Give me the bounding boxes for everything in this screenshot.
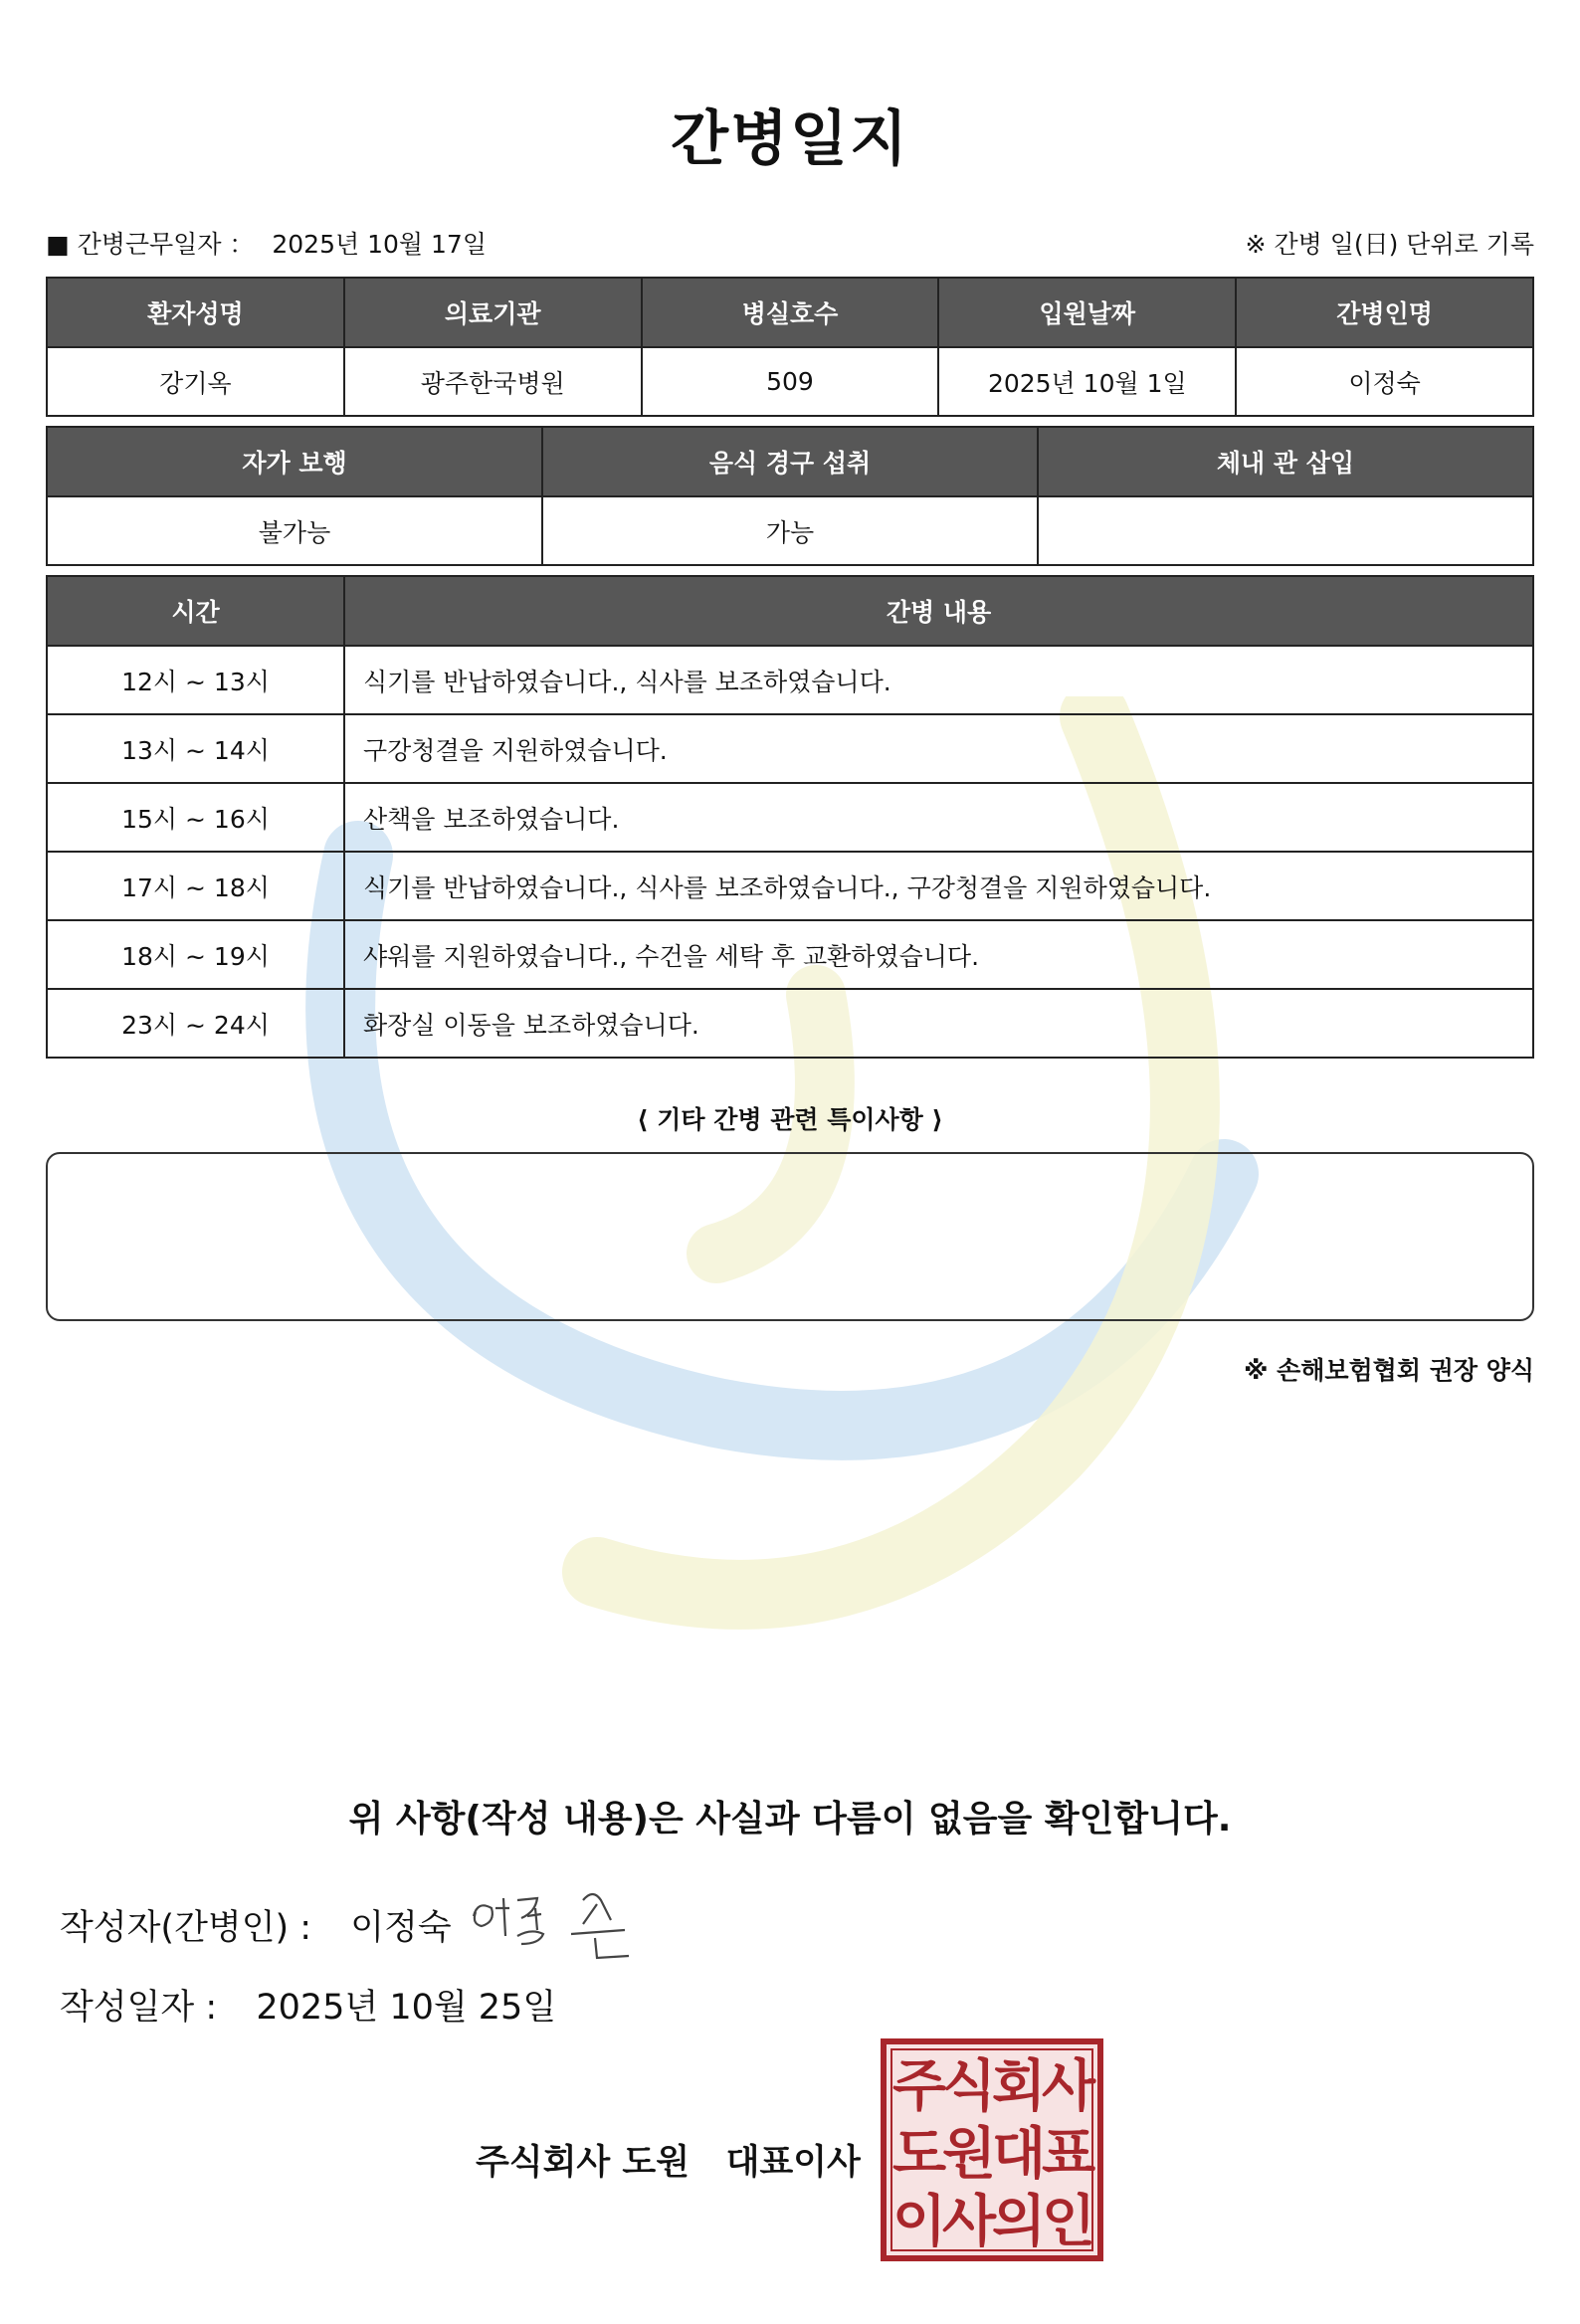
remarks-box	[46, 1152, 1534, 1321]
header-institution: 의료기관	[344, 278, 642, 347]
svg-text:도: 도	[891, 2122, 947, 2187]
header-tube-insertion: 체내 관 삽입	[1038, 427, 1533, 496]
header-patient-name: 환자성명	[47, 278, 344, 347]
svg-text:주: 주	[891, 2054, 947, 2119]
header-self-walking: 자가 보행	[47, 427, 542, 496]
remarks-title: ⟨ 기타 간병 관련 특이사항 ⟩	[637, 1105, 943, 1134]
admission-date: 2025년 10월 1일	[938, 347, 1236, 416]
header-caregiver-name: 간병인명	[1236, 278, 1533, 347]
care-log-table	[46, 575, 1534, 1059]
row-time: 12시 ~ 13시	[47, 646, 344, 714]
svg-text:대: 대	[991, 2122, 1047, 2187]
care-date-value: 2025년 10월 17일	[272, 230, 487, 259]
svg-text:사: 사	[1041, 2054, 1096, 2119]
row-content: 화장실 이동을 보조하였습니다.	[344, 989, 1533, 1058]
row-time: 18시 ~ 19시	[47, 920, 344, 989]
document-title: 간병일지	[671, 104, 909, 174]
care-date-line	[46, 225, 487, 261]
svg-text:이: 이	[891, 2190, 947, 2254]
header-room-number: 병실호수	[642, 278, 939, 347]
svg-text:사: 사	[941, 2190, 997, 2254]
table-row	[47, 783, 1533, 852]
row-content: 식기를 반납하였습니다., 식사를 보조하였습니다., 구강청결을 지원하였습니다.	[344, 852, 1533, 920]
row-time: 17시 ~ 18시	[47, 852, 344, 920]
svg-text:회: 회	[991, 2054, 1047, 2119]
recommended-form-note: ※ 손해보험협회 권장 양식	[1244, 1356, 1534, 1385]
row-content: 샤워를 지원하였습니다., 수건을 세탁 후 교환하였습니다.	[344, 920, 1533, 989]
table-row	[47, 920, 1533, 989]
room-number: 509	[642, 347, 939, 416]
row-content: 식기를 반납하였습니다., 식사를 보조하였습니다.	[344, 646, 1533, 714]
tube-insertion-value	[1038, 496, 1533, 565]
table-row	[47, 646, 1533, 714]
svg-text:원: 원	[941, 2122, 997, 2187]
row-content: 산책을 보조하였습니다.	[344, 783, 1533, 852]
svg-text:식: 식	[941, 2054, 997, 2119]
writer-name: 이정숙	[350, 1908, 452, 1948]
oral-intake-value: 가능	[542, 496, 1038, 565]
header-admission-date: 입원날짜	[938, 278, 1236, 347]
row-time: 23시 ~ 24시	[47, 989, 344, 1058]
written-date-value: 2025년 10월 25일	[256, 1988, 557, 2028]
company-seal	[880, 2037, 1104, 2262]
row-time: 13시 ~ 14시	[47, 714, 344, 783]
institution: 광주한국병원	[344, 347, 642, 416]
written-date-label: 작성일자 :	[60, 1988, 218, 2028]
svg-text:표: 표	[1041, 2122, 1096, 2187]
table-row	[47, 852, 1533, 920]
writer-line	[60, 1900, 452, 1950]
self-walking-value: 불가능	[47, 496, 542, 565]
care-date-label: ■ 간병근무일자 ：	[46, 230, 255, 259]
header-oral-intake: 음식 경구 섭취	[542, 427, 1038, 496]
svg-text:인: 인	[1041, 2190, 1096, 2254]
table-row	[47, 989, 1533, 1058]
patient-name: 강기옥	[47, 347, 344, 416]
header-time: 시간	[47, 576, 344, 646]
writer-label: 작성자(간병인) :	[60, 1908, 312, 1948]
svg-text:의: 의	[991, 2190, 1047, 2254]
table-row	[47, 714, 1533, 783]
patient-status-table	[46, 426, 1534, 566]
company-representative: 주식회사 도원 대표이사	[476, 2143, 861, 2183]
caregiver-name: 이정숙	[1236, 347, 1533, 416]
handwritten-signature	[466, 1878, 655, 1968]
row-content: 구강청결을 지원하였습니다.	[344, 714, 1533, 783]
patient-info-table	[46, 277, 1534, 417]
header-care-content: 간병 내용	[344, 576, 1533, 646]
row-time: 15시 ~ 16시	[47, 783, 344, 852]
written-date-line	[60, 1980, 556, 2030]
daily-record-note: ※ 간병 일(日) 단위로 기록	[1245, 230, 1534, 259]
confirmation-statement: 위 사항(작성 내용)은 사실과 다름이 없음을 확인합니다.	[348, 1799, 1232, 1840]
